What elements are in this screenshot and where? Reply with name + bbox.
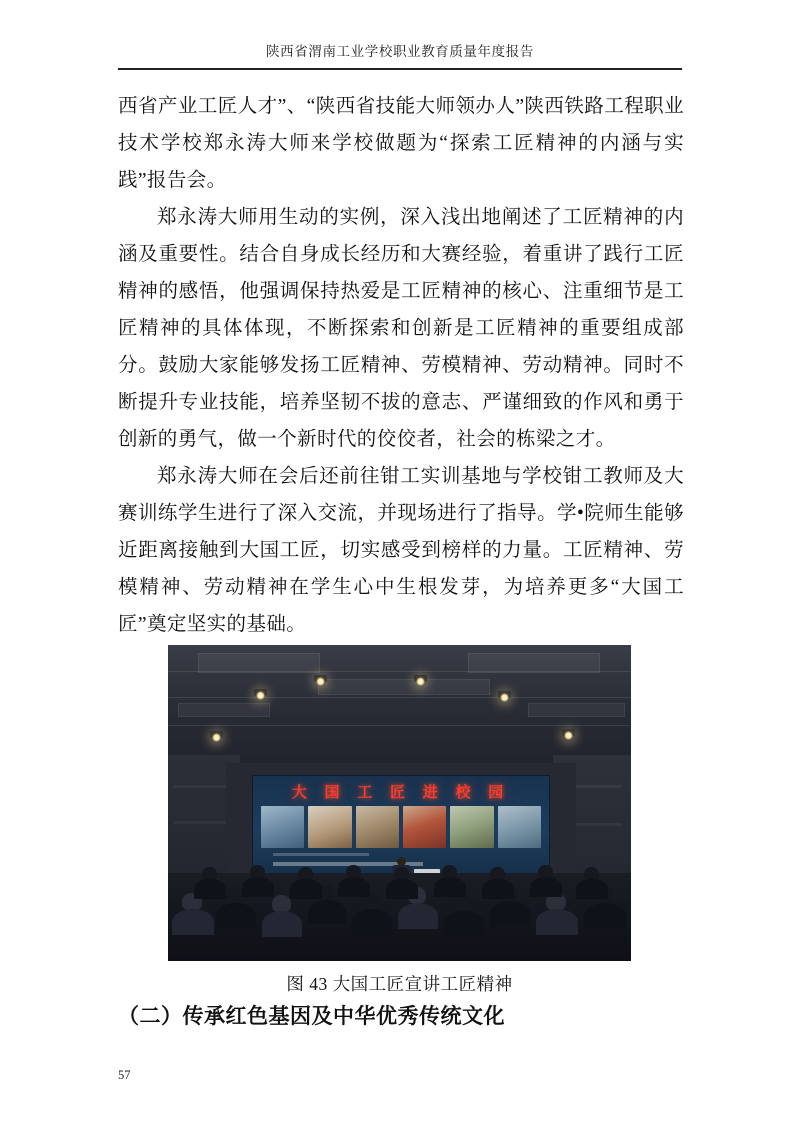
ceiling-spotlight bbox=[500, 693, 509, 702]
ceiling-spotlight bbox=[316, 677, 325, 686]
section-heading: （二）传承红色基因及中华优秀传统文化 bbox=[118, 1004, 505, 1028]
paragraph-3: 郑永涛大师在会后还前往钳工实训基地与学校钳工教师及大赛训练学生进行了深入交流，并现场进行了指导。学•院师生能够近距离接触到大国工匠，切实感受到榜样的力量。工匠精神、劳模精神、劳动精神在学生心中生根发芽，为培养更多“大国工匠”奠定坚实的基础。 bbox=[118, 466, 684, 635]
paragraph-1: 西省产业工匠人才”、“陕西省技能大师领办人”陕西铁路工程职业技术学校郑永涛大师来学校做题为“探索工匠精神的内涵与实践”报告会。 bbox=[118, 96, 684, 191]
ceiling-spotlight bbox=[416, 677, 425, 686]
page-header bbox=[118, 40, 682, 60]
ceiling-spotlight bbox=[564, 731, 573, 740]
page-number: 57 bbox=[118, 1068, 131, 1082]
figure-photo bbox=[168, 645, 631, 961]
header-title: 陕西省渭南工业学校职业教育质量年度报告 bbox=[266, 44, 534, 59]
paragraph-2: 郑永涛大师用生动的实例，深入浅出地阐述了工匠精神的内涵及重要性。结合自身成长经历和大赛经验，着重讲了践行工匠精神的感悟，他强调保持热爱是工匠精神的核心、注重细节是工匠精神的具体体现，不断探索和创新是工匠精神的重要组成部分。鼓励大家能够发扬工匠精神、劳模精神、劳动精神。同时不断提升专业技能，培养坚韧不拔的意志、严谨细致的作风和勇于创新的勇气，做一个新时代的佼佼者，社会的栋梁之才。 bbox=[118, 207, 684, 450]
figure-block bbox=[168, 645, 631, 996]
figure-caption: 图 43 大国工匠宣讲工匠精神 bbox=[286, 974, 513, 994]
screen-image-strip bbox=[261, 806, 541, 848]
screen-banner-text: 大 国 工 匠 进 校 园 bbox=[291, 785, 511, 801]
ceiling-spotlight bbox=[212, 733, 221, 742]
body-text bbox=[118, 88, 684, 643]
header-divider bbox=[118, 68, 682, 70]
audience-area bbox=[168, 873, 631, 961]
ceiling-spotlight bbox=[256, 691, 265, 700]
